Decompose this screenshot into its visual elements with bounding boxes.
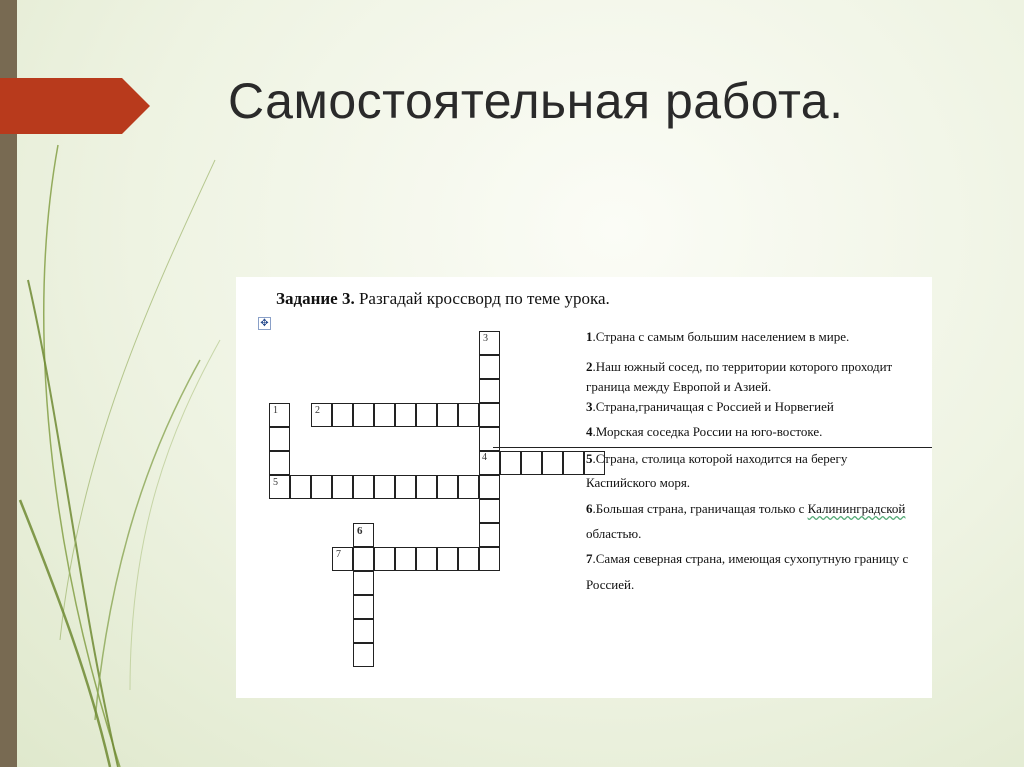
crossword-cell[interactable] [353, 595, 374, 619]
crossword-cell[interactable] [479, 331, 500, 355]
clue-line [586, 357, 892, 377]
crossword-cell[interactable] [332, 475, 353, 499]
crossword-cell[interactable] [332, 547, 353, 571]
crossword-cell[interactable] [395, 475, 416, 499]
clue-text: .Наш южный сосед, по территории которого проходит [592, 359, 893, 374]
clue-line [586, 377, 771, 397]
task-heading [276, 289, 610, 309]
clue-text: граница между Европой и Азией. [586, 379, 772, 394]
task-label: Задание 3. [276, 289, 355, 308]
clue-text: .Страна,граничащая с Россией и Норвегией [592, 399, 834, 414]
cell-number: 3 [483, 333, 488, 344]
crossword-cell[interactable] [269, 451, 290, 475]
clue-text: Россией. [586, 577, 635, 592]
crossword-cell[interactable] [269, 427, 290, 451]
title-tab-arrow [0, 78, 150, 134]
crossword-cell[interactable] [542, 451, 563, 475]
clue-number: 5 [586, 451, 593, 466]
clue-number: 1 [586, 329, 593, 344]
slide-title: Самостоятельная работа. [228, 73, 844, 129]
clue-line [586, 422, 822, 442]
crossword-cell[interactable] [353, 547, 374, 571]
crossword-cell[interactable] [479, 403, 500, 427]
clue-line [586, 524, 641, 544]
crossword-worksheet [236, 277, 932, 698]
crossword-cell[interactable] [500, 451, 521, 475]
clue-text: .Страна, столица которой находится на берегу [592, 451, 848, 466]
clue-number: 4 [586, 424, 593, 439]
crossword-cell[interactable] [353, 403, 374, 427]
crossword-cell[interactable] [479, 547, 500, 571]
crossword-cell[interactable] [521, 451, 542, 475]
crossword-cell[interactable] [269, 403, 290, 427]
crossword-cell[interactable] [269, 475, 290, 499]
clue-divider [493, 447, 932, 448]
crossword-cell[interactable] [353, 571, 374, 595]
crossword-cell[interactable] [479, 355, 500, 379]
crossword-cell[interactable] [437, 403, 458, 427]
crossword-cell[interactable] [479, 499, 500, 523]
crossword-cell[interactable] [416, 475, 437, 499]
clue-text: .Морская соседка России на юго-востоке. [592, 424, 823, 439]
crossword-cell[interactable] [437, 547, 458, 571]
crossword-cell[interactable] [458, 475, 479, 499]
clue-text: .Страна с самым большим населением в мире. [592, 329, 850, 344]
crossword-cell[interactable] [416, 547, 437, 571]
clue-number: 3 [586, 399, 593, 414]
crossword-cell[interactable] [479, 475, 500, 499]
clue-number: 7 [586, 551, 593, 566]
clue-line [586, 473, 690, 493]
crossword-cell[interactable] [458, 403, 479, 427]
clue-text-spellcheck: Калининградской [807, 501, 906, 516]
cell-number: 6 [357, 525, 363, 537]
clue-number: 6 [586, 501, 593, 516]
clue-text: .Большая страна, граничащая только с [592, 501, 808, 516]
crossword-cell[interactable] [374, 547, 395, 571]
crossword-cell[interactable] [479, 523, 500, 547]
task-text: Разгадай кроссворд по теме урока. [354, 289, 610, 308]
crossword-cell[interactable] [374, 475, 395, 499]
clue-text: Каспийского моря. [586, 475, 691, 490]
clue-line [586, 499, 905, 519]
crossword-cell[interactable] [332, 403, 353, 427]
crossword-cell[interactable] [458, 547, 479, 571]
clue-line [586, 449, 847, 469]
crossword-cell[interactable] [416, 403, 437, 427]
crossword-cell[interactable] [353, 523, 374, 547]
cell-number: 1 [273, 405, 278, 416]
crossword-cell[interactable] [290, 475, 311, 499]
cell-number: 4 [482, 452, 487, 463]
clue-text: .Самая северная страна, имеющая сухопутную границу с [592, 551, 909, 566]
crossword-cell[interactable] [479, 379, 500, 403]
crossword-cell[interactable] [395, 403, 416, 427]
crossword-cell[interactable] [437, 475, 458, 499]
clue-line [586, 327, 849, 347]
table-move-handle-icon[interactable]: ✥ [258, 317, 271, 330]
cell-number: 2 [315, 405, 320, 416]
clue-number: 2 [586, 359, 593, 374]
clue-line [586, 397, 834, 417]
crossword-cell[interactable] [353, 619, 374, 643]
clue-line [586, 549, 908, 569]
cell-number: 5 [273, 477, 278, 488]
clue-line [586, 575, 634, 595]
crossword-cell[interactable] [353, 475, 374, 499]
cell-number: 7 [336, 549, 341, 560]
crossword-cell[interactable] [311, 475, 332, 499]
crossword-cell[interactable] [311, 403, 332, 427]
crossword-cell[interactable] [374, 403, 395, 427]
crossword-cell[interactable] [395, 547, 416, 571]
clue-text: областью. [586, 526, 642, 541]
crossword-cell[interactable] [353, 643, 374, 667]
crossword-cell[interactable] [563, 451, 584, 475]
